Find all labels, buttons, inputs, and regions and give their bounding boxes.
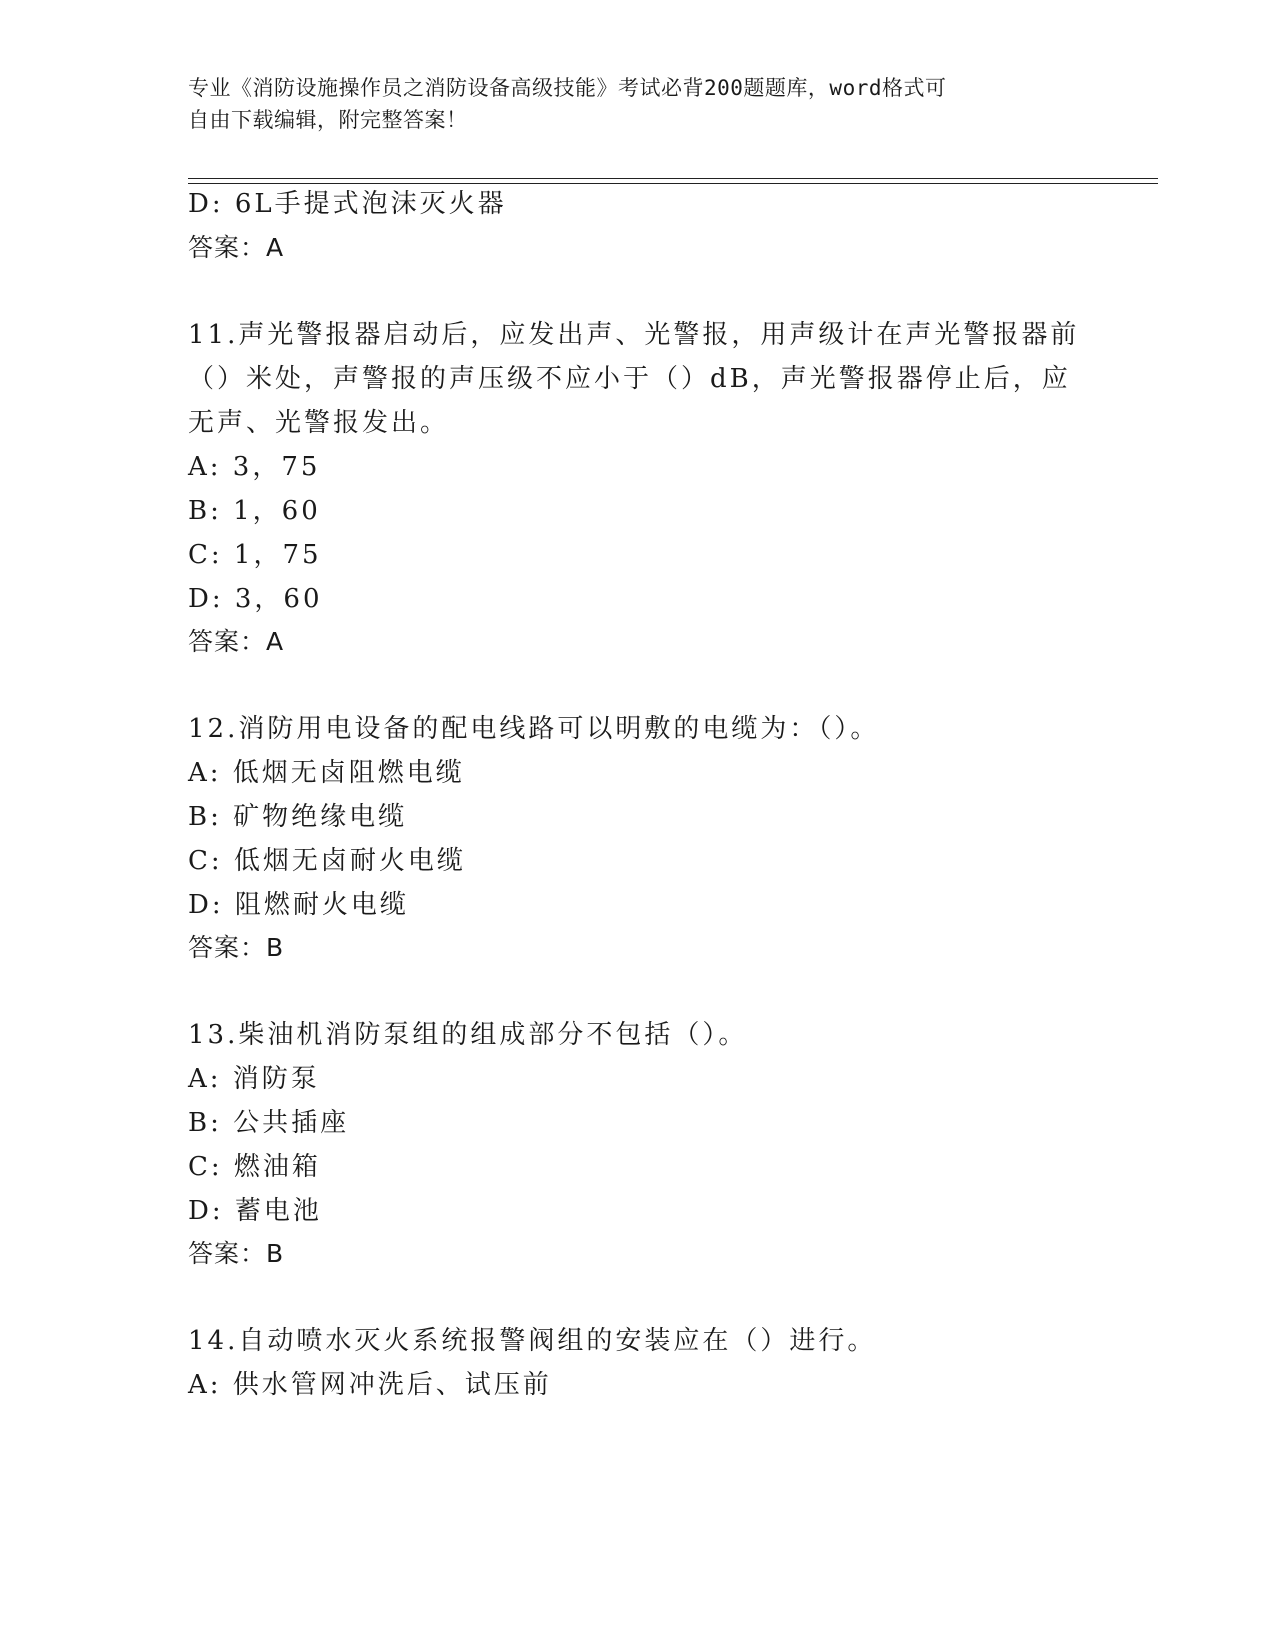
q11-option-d: D: 3，60 bbox=[188, 584, 323, 614]
q12-option-c: C: 低烟无卤耐火电缆 bbox=[188, 846, 466, 876]
q13-stem-line-1: 13.柴油机消防泵组的组成部分不包括（）。 bbox=[188, 1020, 748, 1050]
q12-answer: 答案：B bbox=[188, 933, 285, 962]
q14-stem-line-1: 14.自动喷水灭火系统报警阀组的安装应在（）进行。 bbox=[188, 1326, 877, 1356]
q11-stem-line-3: 无声、光警报发出。 bbox=[188, 408, 450, 438]
q12-option-b: B: 矿物绝缘电缆 bbox=[188, 802, 408, 832]
q13-option-b: B: 公共插座 bbox=[188, 1108, 350, 1138]
q12-stem-line-1: 12.消防用电设备的配电线路可以明敷的电缆为：（）。 bbox=[188, 714, 880, 744]
q13-answer: 答案：B bbox=[188, 1239, 285, 1268]
header-line-2: 自由下载编辑，附完整答案！ bbox=[188, 108, 468, 132]
q11-stem-line-1: 11.声光警报器启动后，应发出声、光警报，用声级计在声光警报器前 bbox=[188, 320, 1080, 350]
q12-option-a: A: 低烟无卤阻燃电缆 bbox=[188, 758, 465, 788]
prev-option-d: D: 6L手提式泡沫灭火器 bbox=[188, 189, 507, 219]
q14-option-a: A: 供水管网冲洗后、试压前 bbox=[188, 1370, 552, 1400]
q11-answer: 答案：A bbox=[188, 627, 285, 656]
q11-option-c: C: 1，75 bbox=[188, 540, 322, 570]
header-divider-bottom bbox=[188, 183, 1158, 184]
header-line-1: 专业《消防设施操作员之消防设备高级技能》考试必背200题题库，word格式可 bbox=[188, 76, 947, 100]
header-divider-top bbox=[188, 178, 1158, 179]
q13-option-c: C: 燃油箱 bbox=[188, 1152, 321, 1182]
prev-answer: 答案：A bbox=[188, 233, 285, 262]
q13-option-a: A: 消防泵 bbox=[188, 1064, 320, 1094]
q13-option-d: D: 蓄电池 bbox=[188, 1196, 322, 1226]
q11-option-b: B: 1，60 bbox=[188, 496, 321, 526]
q11-option-a: A: 3，75 bbox=[188, 452, 321, 482]
q11-stem-line-2: （）米处，声警报的声压级不应小于（）dB，声光警报器停止后，应 bbox=[188, 364, 1071, 394]
document-header bbox=[188, 72, 1068, 136]
q12-option-d: D: 阻燃耐火电缆 bbox=[188, 890, 409, 920]
